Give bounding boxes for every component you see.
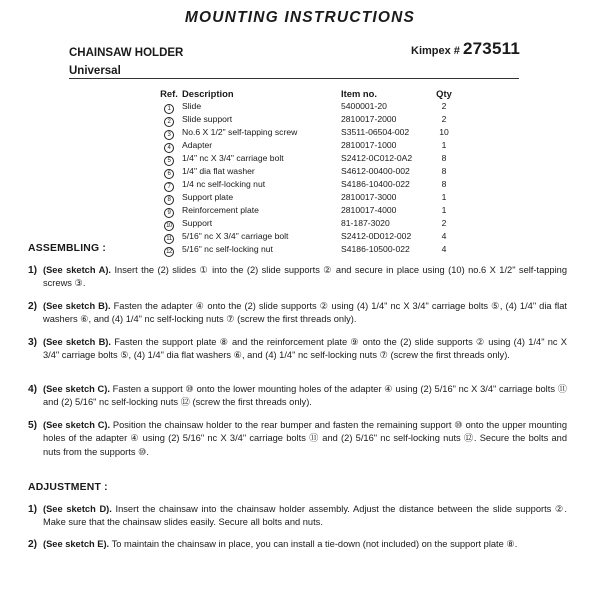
- cell-qty: 8: [441, 165, 447, 176]
- product-subtitle: Universal: [69, 65, 121, 77]
- cell-ref: [156, 114, 182, 127]
- cell-description: 1/4" nc X 3/4" carriage bolt: [182, 152, 284, 163]
- cell-ref: [156, 205, 182, 218]
- sketch-reference: (See sketch B).: [43, 301, 111, 311]
- table-row: [156, 179, 455, 192]
- step-text: Position the chainsaw holder to the rear bumper and fasten the remaining support ⑩ onto the upper mounting holes of the adapter ④ using (2) 5/16" nc X 3/4" carriage bolts ⑪ and (2) 5/16" nc self-locking nuts ⑫. Secure the bolts and nuts from the supports ⑩.: [43, 420, 568, 457]
- step-text: Insert the chainsaw into the chainsaw holder assembly. Adjust the distance between the slide supports ②. Make sure that the chainsaw slides easily. Secure all bolts and nuts.: [43, 504, 568, 528]
- step-text: Insert the (2) slides ① into the (2) slide supports ② and secure in place using (10) no.6 X 1/2" self-tapping screws ③.: [43, 265, 567, 289]
- parts-table: [156, 89, 455, 257]
- cell-ref: [156, 179, 182, 192]
- header-divider: [69, 78, 519, 79]
- cell-description: 5/16" nc X 3/4" carriage bolt: [182, 230, 289, 241]
- step-number: 3): [28, 337, 38, 348]
- table-row: [156, 153, 455, 166]
- cell-item-no: 2810017-4000: [341, 204, 397, 215]
- col-description: Description: [182, 88, 234, 99]
- step-number: 4): [28, 384, 38, 395]
- ref-circle: 5: [164, 156, 174, 166]
- table-row: [156, 140, 455, 153]
- cell-qty: 4: [441, 230, 447, 241]
- cell-qty: 2: [441, 217, 447, 228]
- cell-qty: 2: [441, 113, 447, 124]
- table-row: [156, 114, 455, 127]
- cell-description: No.6 X 1/2" self-tapping screw: [182, 126, 298, 137]
- col-qty: Qty: [436, 88, 452, 99]
- table-row: [156, 231, 455, 244]
- table-row: [156, 166, 455, 179]
- cell-item-no: S4186-10400-022: [341, 178, 410, 189]
- cell-qty: 1: [441, 191, 447, 202]
- parts-table-header: [156, 89, 455, 101]
- cell-ref: [156, 140, 182, 153]
- cell-item-no: 5400001-20: [341, 100, 387, 111]
- cell-item-no: S3511-06504-002: [341, 126, 410, 137]
- assembling-step: [28, 264, 567, 291]
- step-number: 2): [28, 539, 38, 550]
- col-item-no: Item no.: [341, 88, 377, 99]
- sketch-reference: (See sketch D).: [43, 504, 112, 514]
- cell-ref: [156, 153, 182, 166]
- cell-ref: [156, 166, 182, 179]
- cell-ref: [156, 218, 182, 231]
- cell-item-no: 2810017-2000: [341, 113, 397, 124]
- cell-description: Reinforcement plate: [182, 204, 259, 215]
- table-row: [156, 218, 455, 231]
- ref-circle: 9: [164, 208, 174, 218]
- brand-number: 273511: [463, 39, 520, 58]
- table-row: [156, 101, 455, 114]
- cell-qty: 10: [439, 126, 449, 137]
- ref-circle: 8: [164, 195, 174, 205]
- step-number: 2): [28, 301, 38, 312]
- cell-ref: [156, 231, 182, 244]
- cell-description: Adapter: [182, 139, 213, 150]
- cell-item-no: 2810017-1000: [341, 139, 397, 150]
- adjustment-step: [28, 538, 567, 551]
- cell-qty: 8: [441, 152, 447, 163]
- parts-table-body: [156, 101, 455, 257]
- sketch-reference: (See sketch A).: [43, 265, 112, 275]
- brand-label: Kimpex #: [411, 45, 460, 57]
- table-row: [156, 127, 455, 140]
- table-row: [156, 205, 455, 218]
- ref-circle: 10: [164, 221, 174, 231]
- ref-circle: 1: [164, 104, 174, 114]
- cell-item-no: S2412-0D012-002: [341, 230, 412, 241]
- page-title: MOUNTING INSTRUCTIONS: [184, 9, 416, 26]
- assembling-step: [28, 336, 567, 363]
- part-number: [411, 39, 520, 59]
- sketch-reference: (See sketch C).: [43, 384, 110, 394]
- ref-circle: 3: [164, 130, 174, 140]
- assembling-step: [28, 300, 567, 327]
- sketch-reference: (See sketch B).: [43, 337, 111, 347]
- cell-qty: 1: [441, 204, 447, 215]
- step-text: Fasten the support plate ⑧ and the reinforcement plate ⑨ onto the (2) slide supports ② using (4) 1/4" nc X 3/4" carriage bolts ⑤, (4) 1/4" dia flat washers ⑥, and (4) 1/4" nc self-locking nuts ⑦ (screw the first threads only).: [43, 337, 568, 361]
- cell-item-no: S4612-00400-002: [341, 165, 410, 176]
- product-header: [69, 44, 183, 80]
- cell-description: Support plate: [182, 191, 234, 202]
- cell-description: Slide: [182, 100, 202, 111]
- cell-qty: 8: [441, 178, 447, 189]
- step-number: 1): [28, 504, 38, 515]
- ref-circle: 12: [164, 247, 174, 257]
- assembling-step: [28, 419, 567, 459]
- ref-circle: 7: [164, 182, 174, 192]
- cell-description: Slide support: [182, 113, 233, 124]
- sketch-reference: (See sketch C).: [43, 420, 111, 430]
- cell-description: Support: [182, 217, 213, 228]
- cell-qty: 1: [441, 139, 447, 150]
- step-text: Fasten the adapter ④ onto the (2) slide supports ② using (4) 1/4" nc X 3/4" carriage bolts ⑤, (4) 1/4" dia flat washers ⑥, and (4) 1/4" nc self-locking nuts ⑦ (screw the first threads only).: [43, 301, 568, 325]
- cell-item-no: 81-187-3020: [341, 217, 390, 228]
- cell-ref: [156, 101, 182, 114]
- sketch-reference: (See sketch E).: [43, 539, 110, 549]
- assembling-heading: ASSEMBLING :: [28, 243, 107, 254]
- cell-qty: 2: [441, 100, 447, 111]
- ref-circle: 4: [164, 143, 174, 153]
- ref-circle: 11: [164, 234, 174, 244]
- cell-description: 5/16" nc self-locking nut: [182, 243, 273, 254]
- step-text: Fasten a support ⑩ onto the lower mounting holes of the adapter ④ using (2) 5/16" nc X 3/4" carriage bolts ⑪ and (2) 5/16" nc self-locking nuts ⑫ (screw the first threads only).: [43, 384, 567, 408]
- ref-circle: 6: [164, 169, 174, 179]
- adjustment-step: [28, 503, 567, 530]
- cell-ref: [156, 127, 182, 140]
- step-number: 5): [28, 420, 38, 431]
- cell-item-no: 2810017-3000: [341, 191, 397, 202]
- table-row: [156, 244, 455, 257]
- step-text: To maintain the chainsaw in place, you can install a tie-down (not included) on the support plate ⑧.: [111, 539, 518, 549]
- assembling-step: [28, 383, 567, 410]
- cell-item-no: S2412-0C012-0A2: [341, 152, 413, 163]
- cell-description: 1/4 nc self-locking nut: [182, 178, 266, 189]
- ref-circle: 2: [164, 117, 174, 127]
- cell-qty: 4: [441, 243, 447, 254]
- table-row: [156, 192, 455, 205]
- adjustment-heading: ADJUSTMENT :: [28, 482, 108, 493]
- product-name: CHAINSAW HOLDER: [69, 47, 184, 59]
- cell-ref: [156, 192, 182, 205]
- step-number: 1): [28, 265, 38, 276]
- cell-description: 1/4" dia flat washer: [182, 165, 255, 176]
- cell-item-no: S4186-10500-022: [341, 243, 410, 254]
- col-ref: Ref.: [160, 88, 178, 99]
- cell-ref: [156, 244, 182, 257]
